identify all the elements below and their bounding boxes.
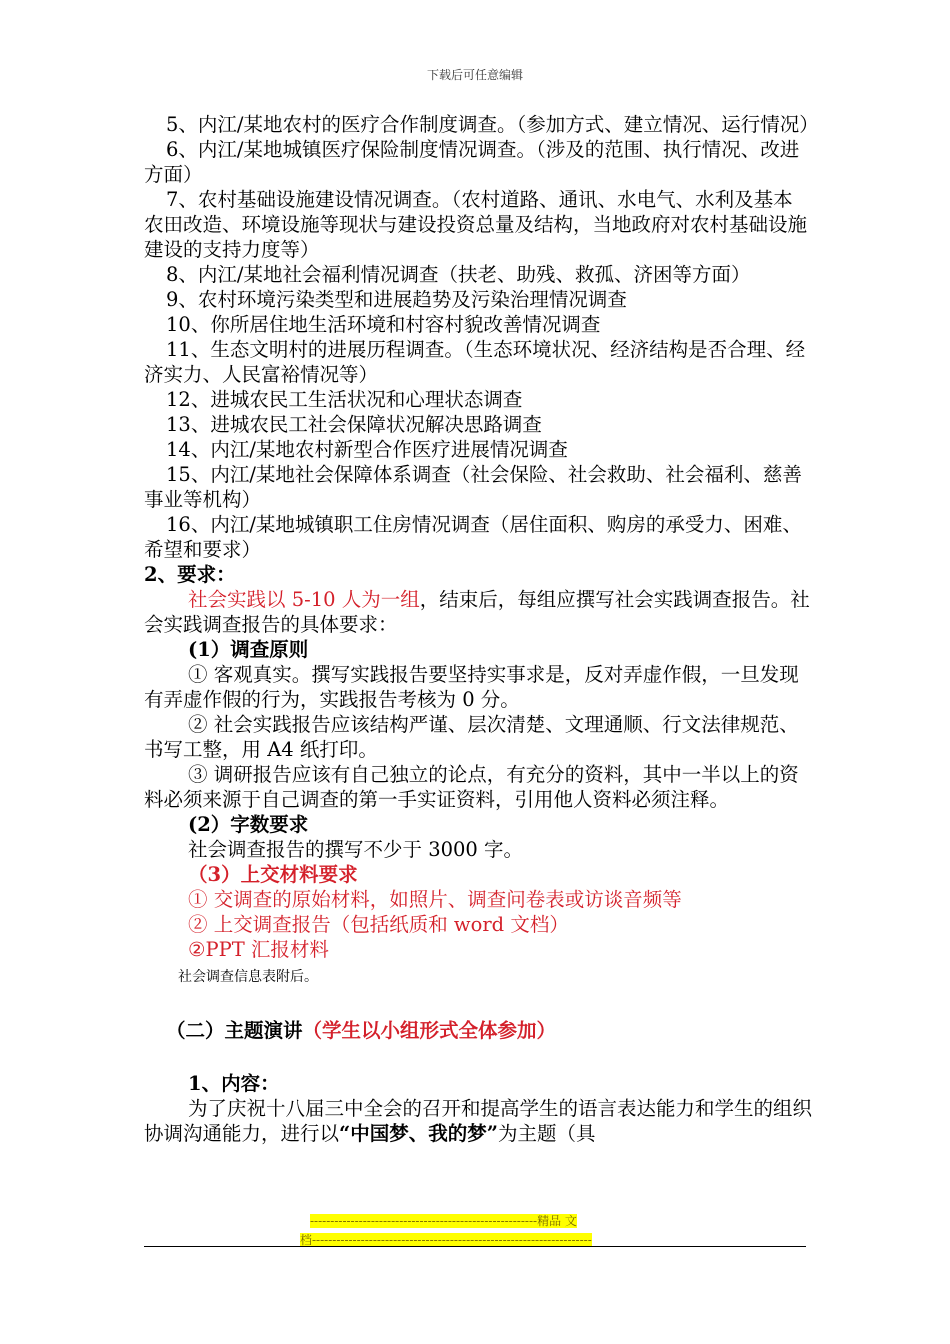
list-item: 16、内江/某地城镇职工住房情况调查（居住面积、购房的承受力、困难、希望和要求） (144, 513, 802, 561)
content-text-post: 为主题（具 (497, 1122, 596, 1145)
requirements-intro-rest: ，结束后，每组应撰写社会实践调查报告。社会实践调查报告的具体要求： (144, 588, 810, 636)
list-item: 6、内江/某地城镇医疗保险制度情况调查。（涉及的范围、执行情况、改进方面） (144, 138, 800, 186)
footer-divider (144, 1246, 806, 1247)
sub-heading-principles: (1）调查原则 (188, 638, 309, 661)
sub-heading-word-count: (2）字数要求 (188, 813, 309, 836)
content-paragraph (144, 1096, 812, 1146)
material-item: ②PPT 汇报材料 (188, 938, 329, 961)
word-count-text: 社会调查报告的撰写不少于 3000 字。 (188, 838, 524, 861)
footer-watermark-line2: 档--------------------------------------------------------------------- (300, 1233, 592, 1247)
footer-watermark-line1: --------------------------------------------------------精品 文 (310, 1214, 577, 1228)
list-item: 7、农村基础设施建设情况调查。（农村道路、通讯、水电气、水利及基本农田改造、环境设施等现状与建设投资总量及结构，当地政府对农村基础设施建设的支持力度等） (144, 188, 808, 261)
principle-item: ② 社会实践报告应该结构严谨、层次清楚、文理通顺、行文法律规范、书写工整，用 A4 纸打印。 (144, 713, 799, 761)
list-item: 15、内江/某地社会保障体系调查（社会保险、社会救助、社会福利、慈善事业等机构） (144, 463, 802, 511)
requirements-intro (144, 587, 812, 637)
content-text-pre: 为了庆祝十八届三中全会的召开和提高学生的语言表达能力和学生的组织协调沟通能力，进行以 (144, 1097, 813, 1145)
section-note: （学生以小组形式全体参加） (302, 1019, 557, 1042)
content-heading: 1、内容： (188, 1072, 280, 1095)
principle-item: ③ 调研报告应该有自己独立的论点，有充分的资料，其中一半以上的资料必须来源于自己调查的第一手实证资料，引用他人资料必须注释。 (144, 763, 799, 811)
list-item: 8、内江/某地社会福利情况调查（扶老、助残、救孤、济困等方面） (166, 263, 751, 286)
list-item: 11、生态文明村的进展历程调查。（生态环境状况、经济结构是否合理、经济实力、人民富裕情况等） (144, 338, 806, 386)
document-body (144, 112, 819, 1146)
section-heading (144, 1018, 812, 1043)
list-item: 10、你所居住地生活环境和村容村貌改善情况调查 (166, 313, 601, 336)
principle-item: ① 客观真实。撰写实践报告要坚持实事求是，反对弄虚作假，一旦发现有弄虚作假的行为，实践报告考核为 0 分。 (144, 663, 799, 711)
list-item: 14、内江/某地农村新型合作医疗进展情况调查 (166, 438, 568, 461)
attachment-note: 社会调查信息表附后。 (178, 969, 318, 985)
section-title: （二）主题演讲 (166, 1019, 303, 1042)
list-item: 12、进城农民工生活状况和心理状态调查 (166, 388, 523, 411)
list-item: 5、内江/某地农村的医疗合作制度调查。（参加方式、建立情况、运行情况） (166, 113, 819, 136)
group-size-text: 社会实践以 5-10 人为一组 (188, 588, 420, 611)
list-item: 13、进城农民工社会保障状况解决思路调查 (166, 413, 542, 436)
sub-heading-materials: （3）上交材料要求 (188, 863, 358, 886)
material-item: ② 上交调查报告（包括纸质和 word 文档） (188, 913, 569, 936)
material-item: ① 交调查的原始材料，如照片、调查问卷表或访谈音频等 (188, 888, 682, 911)
page-header: 下载后可任意编辑 (426, 68, 523, 82)
list-item: 9、农村环境污染类型和进展趋势及污染治理情况调查 (166, 288, 627, 311)
requirements-heading: 2、要求： (144, 563, 236, 586)
theme-text: “中国梦、我的梦” (339, 1122, 498, 1145)
page-footer (144, 1210, 804, 1248)
